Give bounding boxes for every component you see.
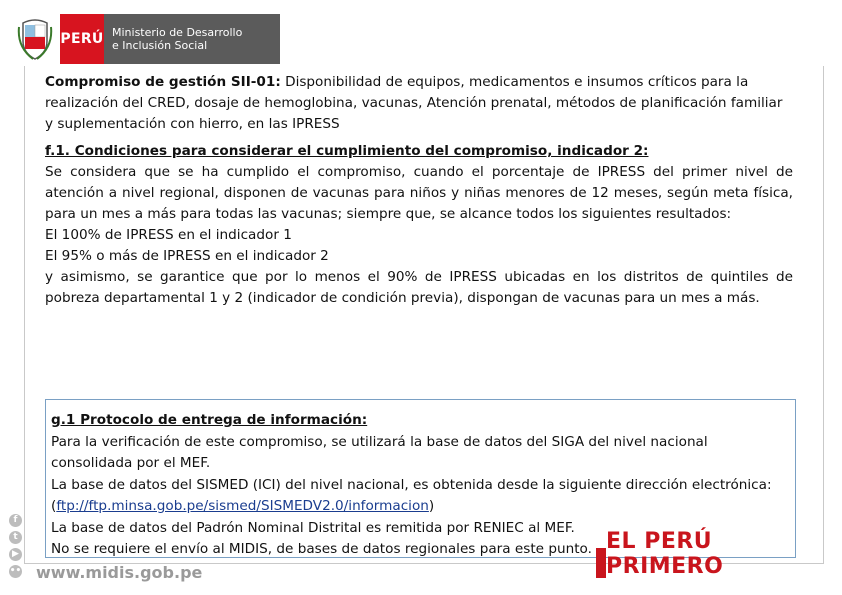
twitter-icon[interactable]: t [9, 531, 22, 544]
section-g-line1: Para la verificación de este compromiso, se utilizará la base de datos del SIGA del nivel nacional consolidada por el MEF. [51, 433, 708, 471]
section-g-line2 [51, 475, 790, 518]
section-g-line4: No se requiere el envío al MIDIS, de bases de datos regionales para este punto. [51, 541, 592, 557]
slogan: EL PERÚ PRIMERO [606, 529, 724, 579]
compromiso-label: Compromiso de gestión SII-01: [45, 74, 281, 90]
slogan-accent-bar [596, 548, 606, 578]
ministry-line1: Ministerio de Desarrollo [112, 26, 243, 39]
ministry-logo [14, 14, 280, 64]
compromiso-text: Disponibilidad de equipos, medicamentos e insumos críticos para la realización del CRED, dosaje de hemoglobina, vacunas, Atención prenatal, métodos de planificación familiar y suplementación con hierro, en las IPRESS [45, 74, 783, 132]
facebook-icon[interactable]: f [9, 514, 22, 527]
ministry-line2: e Inclusión Social [112, 39, 208, 52]
flickr-icon[interactable]: •• [9, 566, 22, 576]
country-label: PERÚ [60, 14, 104, 64]
section-g-line3: La base de datos del Padrón Nominal Distrital es remitida por RENIEC al MEF. [51, 519, 575, 536]
section-f-line2: El 95% o más de IPRESS en el indicador 2 [45, 248, 329, 264]
main-content [45, 72, 793, 309]
youtube-icon[interactable]: ▶ [9, 548, 22, 561]
compromiso-paragraph [45, 72, 793, 135]
website-url: www.midis.gob.pe [36, 563, 203, 582]
frame-border-right [823, 66, 824, 564]
section-g-line2-suffix: ) [428, 498, 435, 514]
section-f-line1: El 100% de IPRESS en el indicador 1 [45, 227, 292, 243]
section-f-paragraph2: y asimismo, se garantice que por lo menos el 90% de IPRESS ubicadas en los distritos de quintiles de pobreza departamental 1 y 2 (indicador de condición previa), dispongan de vacunas para un mes a más. [45, 269, 793, 306]
section-f-paragraph: Se considera que se ha cumplido el compromiso, cuando el porcentaje de IPRESS del primer nivel de atención a nivel regional, disponen de vacunas para niños y niñas menores de 12 meses, según meta física, para un mes a más para todas las vacunas; siempre que, se alcance todos los siguientes resultados: [45, 164, 793, 222]
sismed-ftp-link[interactable]: ftp://ftp.minsa.gob.pe/sismed/SISMEDV2.0/informacion [56, 498, 429, 514]
coat-of-arms-icon [14, 14, 56, 64]
frame-border-left [24, 66, 25, 564]
section-g-line2-prefix: La base de datos del SISMED (ICI) del nivel nacional, es obtenida desde la siguiente dirección electrónica: ( [51, 476, 772, 514]
ministry-name [104, 14, 280, 64]
social-icons [9, 514, 22, 578]
section-f-heading: f.1. Condiciones para considerar el cumplimiento del compromiso, indicador 2: [45, 143, 649, 159]
section-g-heading: g.1 Protocolo de entrega de información: [51, 412, 368, 428]
